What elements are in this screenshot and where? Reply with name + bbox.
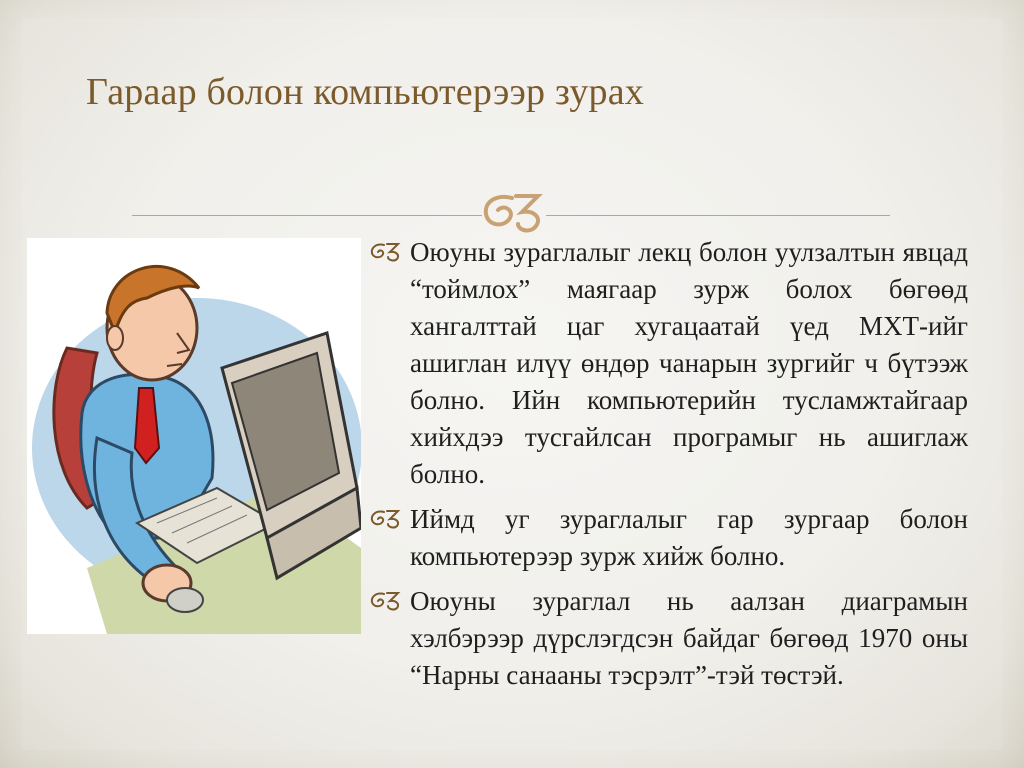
scroll-bullet-icon — [368, 239, 404, 263]
slide-title: Гараар болон компьютерээр зурах — [86, 71, 644, 113]
scroll-bullet-icon — [368, 588, 404, 612]
list-item — [368, 583, 968, 694]
title-divider-right — [546, 215, 890, 216]
scroll-bullet-icon — [368, 506, 404, 530]
scroll-swirl-icon — [478, 188, 552, 236]
bullet-list — [368, 234, 968, 702]
bullet-text: Оюуны зураглалыг лекц болон уулзалтын явцад “тоймлох” маягаар зурж болох бөгөөд хангалттай цаг хугацаатай үед МХТ-ийг ашиглан илүү өндөр чанарын зургийг ч бүтээж болно. Ийн компьютерийн тусламжтайгаар хийхдээ тусгайлсан програмыг нь ашиглаж болно. — [410, 237, 968, 489]
bullet-text: Иймд уг зураглалыг гар зургаар болон компьютерээр зурж хийж болно. — [410, 504, 968, 571]
man-at-computer-illustration — [27, 238, 361, 634]
list-item — [368, 234, 968, 493]
list-item — [368, 501, 968, 575]
bullet-text: Оюуны зураглал нь аалзан диаграмын хэлбэрээр дүрслэгдсэн байдаг бөгөөд 1970 оны “Нарны санааны тэсрэлт”-тэй төстэй. — [410, 586, 968, 690]
title-divider-left — [132, 215, 482, 216]
